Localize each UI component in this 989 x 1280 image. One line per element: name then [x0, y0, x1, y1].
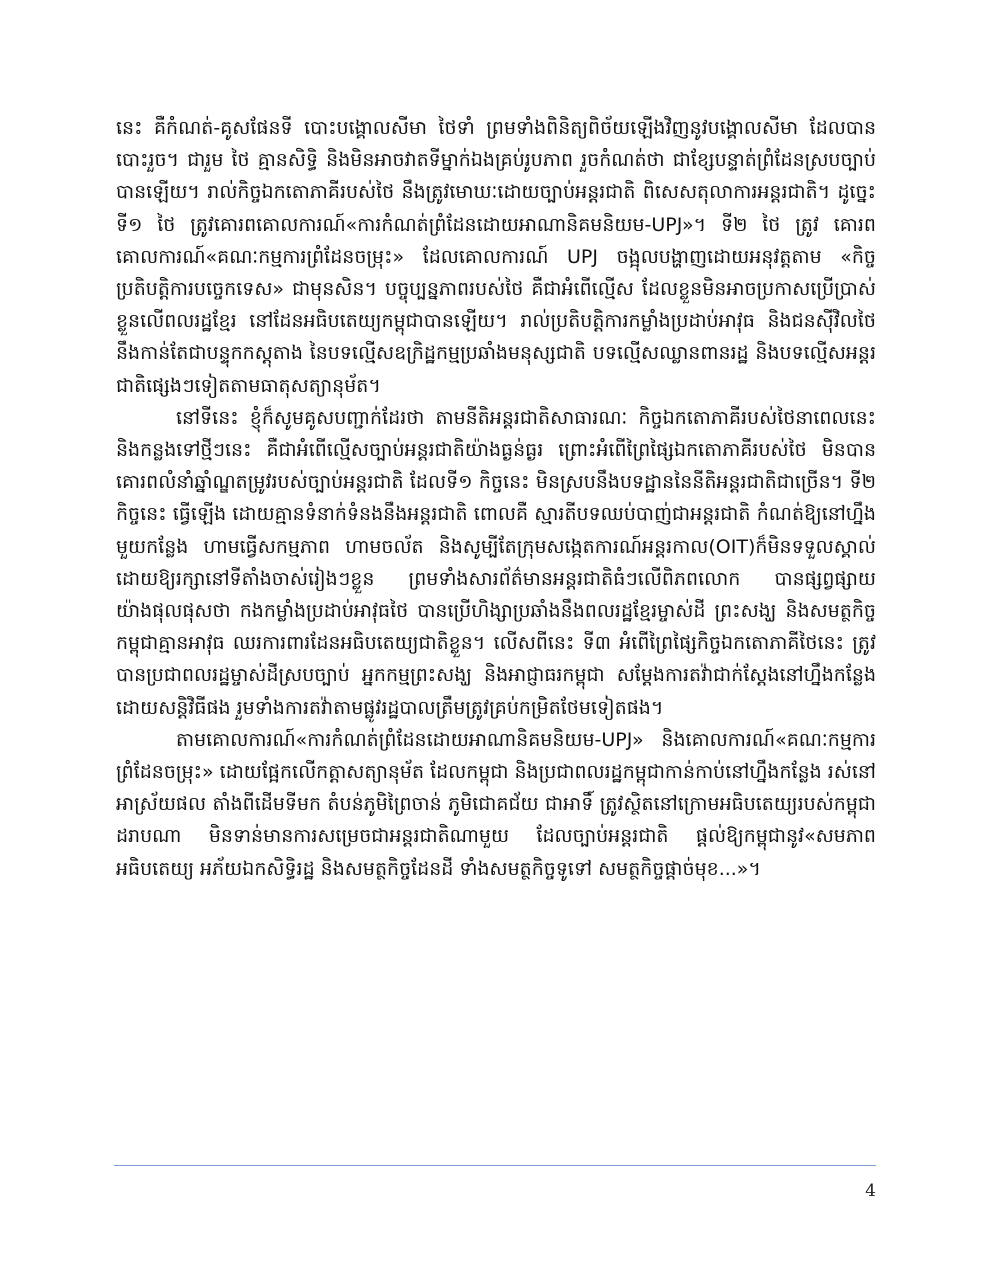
- footer-divider: [114, 1165, 876, 1166]
- paragraph-continuation: នេះ គឺកំណត់-គូសផែនទី បោះបង្គោលសីមា ថៃទាំ ព្រមទាំងពិនិត្យពិច័យឡើងវិញនូវបង្គោលសីមា ដែលបានបោះរួច។ ជារួម ថៃ គ្មានសិទ្ធិ និងមិនអាចវាតទីម្នាក់ឯងគ្រប់រូបភាព រួចកំណត់ថា ជាខ្សែបន្ទាត់ព្រំដែនស្របច្បាប់បានឡើយ។ រាល់កិច្ចឯកតោភាគីរបស់ថៃ នឹងត្រូវមោឃៈដោយច្បាប់អន្តរជាតិ ពិសេសតុលាការអន្តរជាតិ។ ដូច្នេះ ទី១ ថៃ ត្រូវគោរពគោលការណ៍«ការកំណត់ព្រំដែនដោយអាណានិគមនិយម-UPJ»។ ទី២ ថៃ ត្រូវ គោរពគោលការណ៍«គណៈកម្មការព្រំដែនចម្រុះ» ដែលគោលការណ៍ UPJ ចង្អុលបង្ហាញដោយអនុវត្តតាម «កិច្ចប្រតិបត្តិការបច្ចេកទេស» ជាមុនសិន។ បច្ចុប្បន្នភាពរបស់ថៃ គឺជាអំពើល្មើស ដែលខ្លួនមិនអាចប្រកាសប្រើប្រាស់ខ្លួនលើពលរដ្ឋខ្មែរ នៅដែនអធិបតេយ្យកម្ពុជាបានឡើយ។ រាល់ប្រតិបត្តិការកម្លាំងប្រដាប់អាវុធ និងជនស៊ីវិលថៃ នឹងកាន់តែជាបន្ទុកកស្តុតាង នៃបទល្មើសឧក្រិដ្ឋកម្មប្រឆាំងមនុស្សជាតិ បទល្មើសឈ្លានពានរដ្ឋ និងបទល្មើសអន្តរជាតិផ្សេងៗទៀតតាមធាតុសត្យានុម័ត។: [116, 117, 876, 397]
- body-text: [116, 112, 876, 885]
- page-number: 4: [865, 1181, 876, 1201]
- paragraph: នៅទីនេះ ខ្ញុំក៏សូមគូសបញ្ជាក់ដែរថា តាមនីតិអន្តរជាតិសាធារណៈ កិច្ចឯកតោភាគីរបស់ថៃនាពេលនេះ និងកន្លងទៅថ្មីៗនេះ គឺជាអំពើល្មើសច្បាប់អន្តរជាតិយ៉ាងធ្ងន់ធ្ងរ ព្រោះអំពើព្រៃផ្សៃឯកតោភាគីរបស់ថៃ មិនបានគោរពលំនាំឆ្នាំណ្ឌតម្រូវរបស់ច្បាប់អន្តរជាតិ ដែលទី១ កិច្ចនេះ មិនស្របនឹងបទដ្ឋាននៃនីតិអន្តរជាតិជាច្រើន។ ទី២ កិច្ចនេះ ធ្វើឡើង ដោយគ្មានទំនាក់ទំនងនឹងអន្តរជាតិ ពោលគឺ ស្មារតីបទឈប់បាញ់ជាអន្តរជាតិ កំណត់ឱ្យនៅហ្នឹងមួយកន្លែង ហាមធ្វើសកម្មភាព ហាមចល័ត និងសូម្បីតែក្រុមសង្កេតការណ៍អន្តរកាល(OIT)ក៏មិនទទួលស្គាល់ ដោយឱ្យរក្សានៅទីតាំងចាស់រៀងៗខ្លួន ព្រមទាំងសារព័ត៌មានអន្តរជាតិធំៗលើពិភពលោក បានផ្សព្វផ្សាយយ៉ាងផុលផុសថា កងកម្លាំងប្រដាប់អាវុធថៃ បានប្រើហិង្សាប្រឆាំងនឹងពលរដ្ឋខ្មែរម្ចាស់ដី ព្រះសង្ឃ និងសមត្ថកិច្ចកម្ពុជាគ្មានអាវុធ ឈរការពារដែនអធិបតេយ្យជាតិខ្លួន។ លើសពីនេះ ទី៣ អំពើព្រៃផ្សៃកិច្ចឯកតោភាគីថៃនេះ ត្រូវបានប្រជាពលរដ្ឋម្ចាស់ដីស្របច្បាប់ អ្នកកម្មព្រះសង្ឃ និងអាជ្ញាធរកម្ពុជា សម្តែងការតវ៉ាជាក់ស្តែងនៅហ្នឹងកន្លែងដោយសន្តិវិធីផង រួមទាំងការតវ៉ាតាមផ្លូវរដ្ឋបាលត្រឹមត្រូវគ្រប់កម្រិតថែមទៀតផង។: [116, 406, 876, 719]
- paragraph: តាមគោលការណ៍«ការកំណត់ព្រំដែនដោយអាណានិគមនិយម-UPJ» និងគោលការណ៍«គណៈកម្មការព្រំដែនចម្រុះ» ដោយផ្អែកលើកត្តាសត្យានុម័ត ដែលកម្ពុជា និងប្រជាពលរដ្ឋកម្ពុជាកាន់កាប់នៅហ្នឹងកន្លែង រស់នៅអាស្រ័យផល តាំងពីដើមទីមក តំបន់ភូមិព្រៃចាន់ ភូមិជោគជ័យ ជាអាទិ៍ ត្រូវស្ថិតនៅក្រោមអធិបតេយ្យរបស់កម្ពុជា ដរាបណា មិនទាន់មានការសម្រេចជាអន្តរជាតិណាមួយ ដែលច្បាប់អន្តរជាតិ ផ្តល់ឱ្យកម្ពុជានូវ«សមភាពអធិបតេយ្យ អភ័យឯកសិទ្ធិរដ្ឋ និងសមត្ថកិច្ចដែនដី ទាំងសមត្ថកិច្ចទូទៅ សមត្ថកិច្ចផ្តាច់មុខ...»។: [116, 728, 876, 880]
